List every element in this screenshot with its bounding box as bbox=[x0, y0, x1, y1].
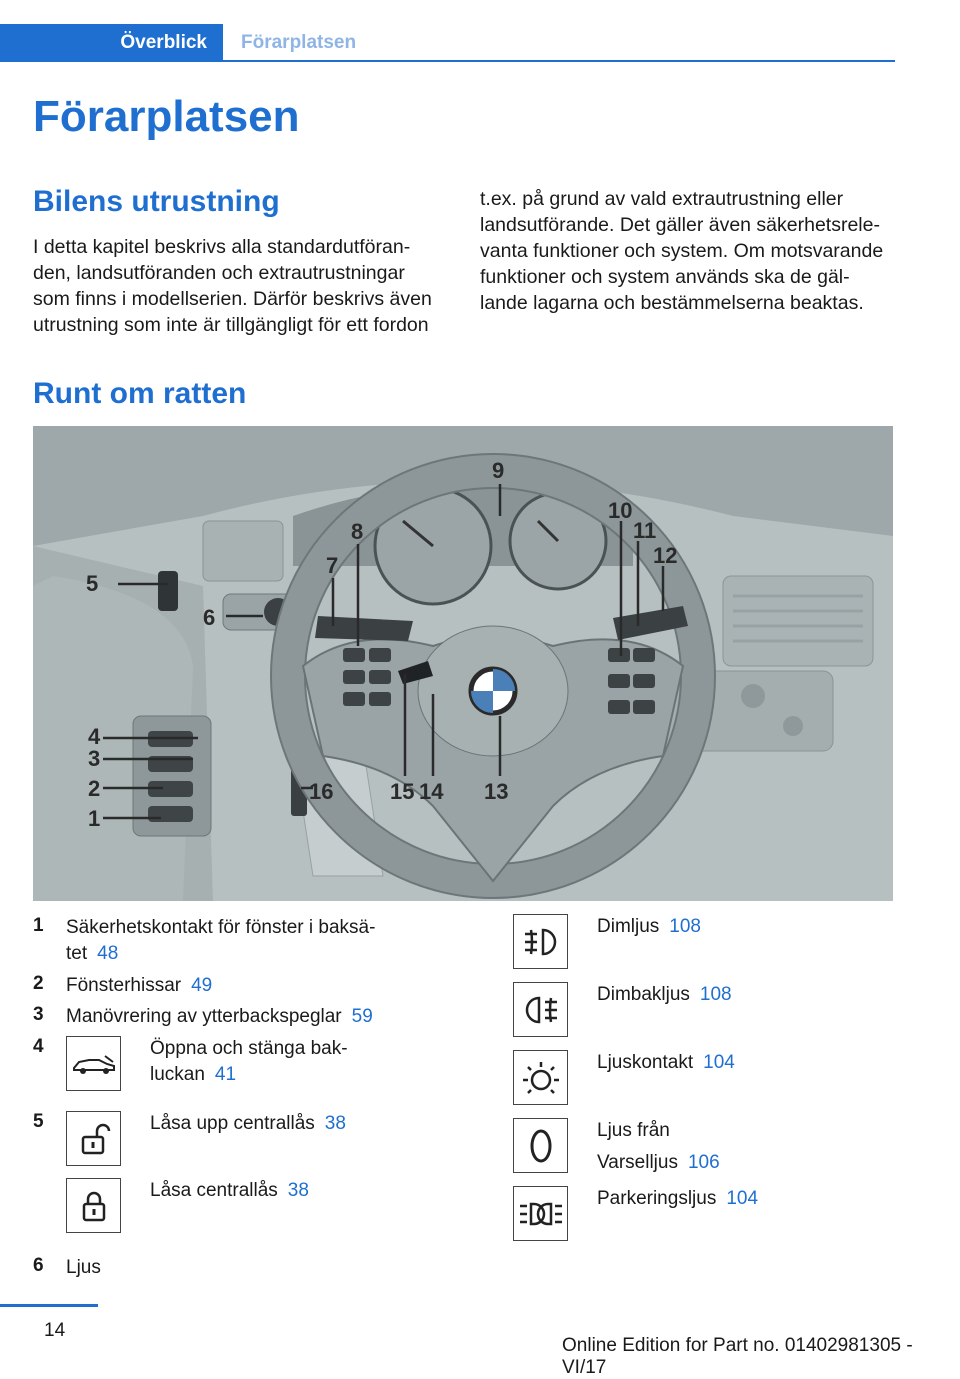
page-ref-link[interactable]: 104 bbox=[703, 1052, 735, 1073]
legend-num-3: 3 bbox=[33, 1004, 44, 1025]
tab-overblick[interactable]: Överblick bbox=[0, 24, 223, 62]
legend-item-ljus-fran: Ljus från Varselljus 106 bbox=[597, 1120, 720, 1173]
legend-num-2: 2 bbox=[33, 973, 44, 994]
intro-paragraph-left: I detta kapitel beskrivs alla standardutföran‐ den, landsutföranden och extrautrustningar som finns i modellserien. Därför beskrivs även utrustning som inte är tillgängligt för ett fordon bbox=[33, 236, 432, 336]
rear-fog-light-icon bbox=[513, 982, 568, 1037]
page-ref-link[interactable]: 104 bbox=[726, 1188, 759, 1209]
page-number: 14 bbox=[44, 1320, 66, 1341]
parking-light-icon bbox=[513, 1186, 568, 1241]
page-ref-link[interactable]: 108 bbox=[699, 984, 732, 1005]
callout-6: 6 bbox=[203, 605, 216, 630]
callout-4: 4 bbox=[88, 724, 101, 749]
page-ref-link[interactable]: 38 bbox=[324, 1113, 346, 1134]
page-ref-link[interactable]: 48 bbox=[97, 943, 119, 964]
footer-divider bbox=[0, 1304, 98, 1307]
callout-15: 15 bbox=[390, 779, 415, 804]
legend-item-5: Låsa upp centrallås 38 bbox=[150, 1113, 346, 1134]
legend-item-6: Ljus bbox=[66, 1257, 101, 1278]
edition-note: Online Edition for Part no. 01402981305 - VI/17 bbox=[562, 1335, 913, 1378]
legend-item-ljuskontakt: Ljuskontakt 104 bbox=[597, 1052, 735, 1073]
legend-num-5: 5 bbox=[33, 1111, 44, 1132]
section-title-bilens-utrustning: Bilens utrustning bbox=[33, 185, 280, 218]
legend-num-4: 4 bbox=[33, 1036, 44, 1057]
page-ref-link[interactable]: 108 bbox=[669, 916, 701, 937]
callout-8: 8 bbox=[351, 519, 364, 544]
legend-item-2: Fönsterhissar 49 bbox=[66, 975, 213, 996]
legend-item-dimljus: Dimljus 108 bbox=[597, 916, 701, 937]
light-switch-icon bbox=[513, 1050, 568, 1105]
legend-item-parkeringsljus: Parkeringsljus 104 bbox=[597, 1188, 759, 1209]
callout-5: 5 bbox=[86, 571, 99, 596]
callout-1: 1 bbox=[88, 806, 101, 831]
header-tabbar bbox=[0, 24, 895, 62]
lights-off-zero-icon bbox=[513, 1118, 568, 1173]
page-ref-link[interactable]: 106 bbox=[687, 1152, 720, 1173]
callout-7: 7 bbox=[326, 553, 339, 578]
legend-item-1: Säkerhetskontakt för fönster i baksä‐ tet 48 bbox=[66, 917, 376, 964]
legend-item-5b: Låsa centrallås 38 bbox=[150, 1180, 309, 1201]
tab-forarplatsen[interactable]: Förarplatsen bbox=[241, 32, 357, 53]
callout-14: 14 bbox=[419, 779, 444, 804]
callout-9: 9 bbox=[492, 458, 505, 483]
callout-11: 11 bbox=[633, 518, 657, 543]
front-fog-light-icon bbox=[513, 914, 568, 969]
callout-3: 3 bbox=[88, 746, 101, 771]
page-ref-link[interactable]: 38 bbox=[287, 1180, 309, 1201]
page-ref-link[interactable]: 41 bbox=[214, 1064, 237, 1085]
unlock-icon bbox=[66, 1111, 121, 1166]
callout-13: 13 bbox=[484, 779, 509, 804]
page-title: Förarplatsen bbox=[33, 92, 300, 141]
page-ref-link[interactable]: 49 bbox=[191, 975, 213, 996]
lock-icon bbox=[66, 1178, 121, 1233]
legend-item-3: Manövrering av ytterbackspeglar 59 bbox=[66, 1006, 373, 1027]
page-ref-link[interactable]: 59 bbox=[351, 1006, 373, 1027]
legend-item-4: Öppna och stänga bak‐ luckan 41 bbox=[150, 1038, 348, 1085]
callout-10: 10 bbox=[608, 498, 633, 523]
callout-16: 16 bbox=[309, 779, 334, 804]
legend-item-dimbakljus: Dimbakljus 108 bbox=[597, 984, 732, 1005]
callout-2: 2 bbox=[88, 776, 101, 801]
legend-num-1: 1 bbox=[33, 915, 44, 936]
car-tailgate-icon bbox=[66, 1036, 121, 1091]
intro-paragraph-right: t.ex. på grund av vald extrautrustning eller landsutförande. Det gäller även säkerhetsrele‐ vanta funktioner och system. Om motsvarande funktioner och system används ska de gäl‐ lande lagarna och bestämmelserna beaktas. bbox=[480, 188, 884, 314]
callout-12: 12 bbox=[653, 543, 678, 568]
steering-wheel-illustration bbox=[33, 426, 893, 901]
section-title-runt-om-ratten: Runt om ratten bbox=[33, 377, 247, 410]
legend-num-6: 6 bbox=[33, 1255, 44, 1276]
